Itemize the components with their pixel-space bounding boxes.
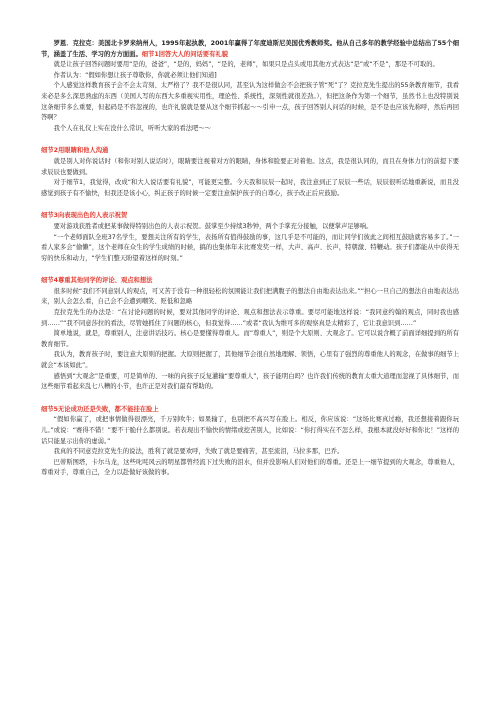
closing-paragraph: 巴蒂斯图塔，卡尔马龙，这些叱咤风云的明星都曾经流下过失败的泪水，但并没影响人们对他们的尊重。还是上一细节提到的大观念，尊重他人，尊重对手，尊重自己，全力以赴做好该做的事。	[41, 458, 459, 477]
section-3-paragraph-1: 要对游戏获胜者或把某事做得特别出色的人表示祝贺。鼓掌至少持续3秒钟，两个手掌充分接触，以便掌声足够响。	[53, 222, 373, 230]
section-4-paragraph-3: 简单地说，就是，尊重别人，注意讲话技巧。核心是要懂得尊重人。而“尊重人”，则是个大原则、大观念了。它可以说含概了前面详细提到的所有教育细节。	[41, 330, 459, 348]
section-5-paragraph-2: 我真的不同意克拉克先生的说法，胜利了就是要欢呼，失败了就是要痛苦，甚至流泪，马拉多那，巴乔。	[53, 448, 344, 456]
section-1-paragraph-1: 就是让孩子回答问题时要用“是的，爸爸”，“是的，妈妈”，“是的，老师”，如果只是点头或用其他方式表达“是”或“不是”，那是不可取的。	[53, 61, 439, 69]
intro-paragraph	[41, 39, 459, 60]
section-1-heading: 细节1回答大人的问话要有礼貌	[141, 50, 228, 58]
section-4-paragraph-5: 感悟到“大观念”是重要，可是简单的、一味的向孩子反复灌输“要尊重人”，孩子能明白吗？也许我们传统的教育太重大道理而忽视了具体细节，而这些细节看起来乱七八糟的小节，也许正是对我们最有帮助的。	[41, 372, 459, 391]
section-1-paragraph-2: 作者认为：“假如你想让孩子尊敬你，你就必须让他们知道]	[53, 71, 217, 79]
section-4-paragraph-4: 我认为，教育孩子时，要注意大原则的把握。大原则把握了，其他细节会很自然地理解、领悟，心里有了强烈的尊重他人的观念，在做事的细节上就会“本该如此”。	[41, 351, 459, 370]
section-3-paragraph-2: “一个老师面队全班37名学生，要想关注所有的学生，表扬所有值得鼓励的事，这几乎是不可能的，而让同学们彼此之间相互鼓励就容易多了。”一看人家多会“偷懒”，这个老师在众生的学生成绩的时候，搞的也集体年末比赛发奖一样，大声、高声、长声，特朝激、特鞭动。孩子们都能从中获得无穷的快乐和动力，“学生们整天盼望着这样的时刻。”	[41, 233, 459, 262]
section-2-paragraph-1: 就是别人对你说话时（和你对别人说话时），眼睛要注视着对方的眼睛，身体和脸要正对着他。这点，我是很认同的，而且在身体力行的前提下要求辰辰也要做到。	[41, 157, 459, 176]
section-5-heading: 细节5无论成功还是失败，都不能挂在脸上	[41, 405, 159, 413]
section-5-paragraph-1: “假如你赢了，或把事情做得很漂亮，千万别吹牛；如果输了，也别把不高兴写在脸上。相反，你应该说：“这场比赛真过瘾，我还想接着跟你玩儿。”或说：“赛得不错！”要不干脆什么都别说。若表现出不愉快的情绪或挖苦别人，比如说：“你打得实在不怎么样，我根本就没好好和你比！”这样的话只能显示出你的虚弱。”	[41, 416, 459, 445]
section-1-paragraph-3: 个人感觉这样教育孩子会不会太苛刻、太严格了？我不是很认同，甚至认为这样做会不会把孩子管“死”了？克拉克先生提出的55条教育细节，我看来必是多么深思熟虑的东西（美国人写的东西大多重视实用性，理论性、系统性，深刻性就很差劲。），但把这条作为第一个细节，虽然书上也没特别说这条细节多么重要，但起码是不容忽视的，也许礼貌就是要从这个细节抓起～～引申一点，孩子回答别人问话的时候，是不是也应该先称呼，然后再回答啊？	[41, 82, 459, 122]
section-4-paragraph-2: 克拉克先生的办法是：“在讨论问题的时候，要对其他同学的评论、观点和想法表示尊重。要尽可能地这样说：“我同意约翰的观点，同时我也感到……”“我不同意莎拉的看法，尽管她抓住了问题的核心，但我觉得……”或者“我认为维可多的观察真是太精彩了，它让我意识到……”	[41, 309, 459, 327]
section-3-heading: 细节3向表现出色的人表示祝贺	[41, 212, 128, 220]
section-4-heading: 细节4尊重其他同学的评论、观点和想法	[41, 277, 153, 285]
section-1-paragraph-4: 我个人在礼仪上实在没什么常识，听听大家的看法吧～～	[53, 124, 212, 132]
section-4-paragraph-1: 很多时候“我们不同意别人的观点，可又苦于没有一种很轻松的氛围能让我们把满腹子的想法自由地表达出来。”“担心一旦自己的想法自由地表达出来，别人会怎么看，自己会不会遭到嘲笑、贬低和忽略	[41, 287, 459, 306]
section-2-paragraph-2: 对于细节1，我觉得，改成“和大人说话要有礼貌”，可能更完整。今天我和辰辰一起时，我注意到正了辰辰一些话，辰辰很听话地重新说，而且没感觉到孩子有不愉快，但我还是该小心，纠正孩子的时候一定要注意保护孩子的自尊心，孩子改正后应鼓励。	[41, 179, 459, 197]
section-2-heading: 细节2用眼睛和他人沟通	[41, 147, 109, 155]
intro-text: 罗恩．克拉克：美国北卡罗来纳州人，1995年起执教，2001年赢得了年度迪斯尼美国优秀教师奖。他从自己多年的教学经验中总结出了55个细节，涵盖了生活、学习的方方面面。	[41, 40, 459, 58]
document-page	[41, 39, 459, 479]
